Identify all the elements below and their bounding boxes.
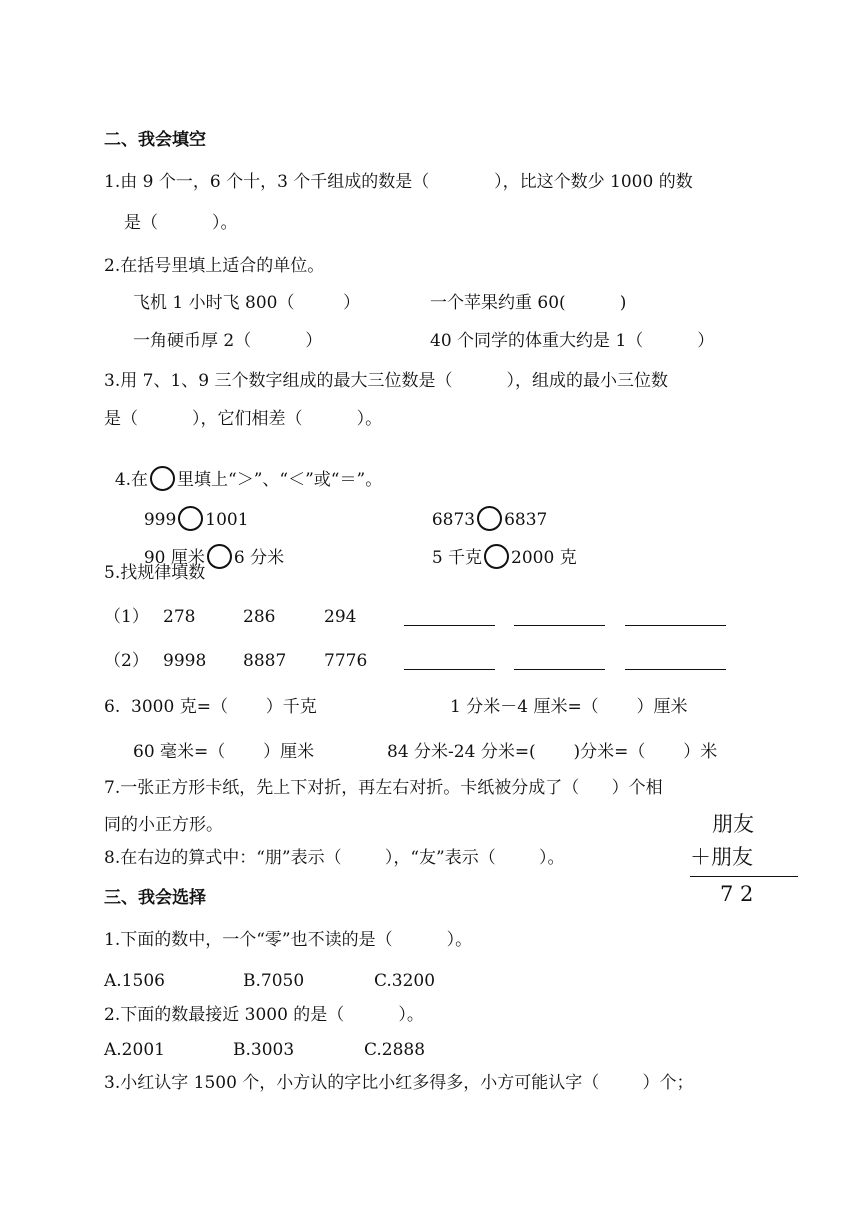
q5-r2-label: （2） (104, 651, 149, 671)
q3-line2: 是（ ），它们相差（ ）。 (104, 409, 383, 429)
section-2-title: 二、我会填空 (104, 130, 206, 150)
q2-stem: 2.在括号里填上适合的单位。 (104, 256, 325, 276)
answer-blank[interactable] (404, 625, 495, 626)
q5-r2-n2: 8887 (243, 651, 287, 671)
answer-blank[interactable] (404, 669, 495, 670)
q5-r1-n2: 286 (243, 607, 276, 627)
s3-q2-opt-c: C.2888 (364, 1040, 426, 1060)
q8-addend-top: 朋友 (712, 812, 754, 836)
q2-item-c: 一角硬币厚 2（ ） (133, 331, 323, 351)
circle-icon (484, 544, 509, 569)
answer-blank[interactable] (625, 669, 726, 670)
q8-sum-line (690, 876, 798, 877)
q5-r1-n1: 278 (163, 607, 196, 627)
q6-item-c: 60 毫米=（ ）厘米 (133, 742, 315, 762)
q4-b-left: 6873 (431, 510, 476, 530)
q6-item-b: 1 分米－4 厘米=（ ）厘米 (450, 697, 688, 717)
q8-result: 7 2 (720, 882, 754, 906)
section-3-title: 三、我会选择 (104, 888, 206, 908)
s3-q2-stem: 2.下面的数最接近 3000 的是（ ）。 (104, 1005, 424, 1025)
s3-q1-stem: 1.下面的数中，一个“零”也不读的是（ ）。 (104, 930, 473, 950)
q5-r1-n3: 294 (324, 607, 357, 627)
q4-a-right: 1001 (205, 510, 249, 530)
q4-a-left: 999 (143, 510, 177, 530)
q8-addend-bottom: ＋朋友 (690, 845, 753, 869)
q5-r1-label: （1） (104, 607, 149, 627)
q8-text: 8.在右边的算式中：“朋”表示（ ），“友”表示（ ）。 (104, 848, 565, 868)
q4-b-right: 6837 (504, 510, 548, 530)
q4-stem-post: 里填上“＞”、“＜”或“＝”。 (177, 470, 383, 490)
q6-item-d: 84 分米-24 分米=( )分米=（ ）米 (387, 742, 718, 762)
q5-r2-n1: 9998 (163, 651, 207, 671)
q4-c-right: 6 分米 (233, 548, 285, 568)
answer-blank[interactable] (514, 625, 605, 626)
q7-line1: 7.一张正方形卡纸，先上下对折，再左右对折。卡纸被分成了（ ）个相 (104, 778, 663, 798)
q4-stem-pre: 4.在 (114, 470, 149, 490)
q3-line1: 3.用 7、1、9 三个数字组成的最大三位数是（ ），组成的最小三位数 (104, 371, 669, 391)
answer-blank[interactable] (514, 669, 605, 670)
answer-blank[interactable] (625, 625, 726, 626)
q7-line2: 同的小正方形。 (104, 815, 223, 835)
s3-q1-opt-c: C.3200 (374, 971, 436, 991)
s3-q2-opt-b: B.3003 (233, 1040, 295, 1060)
q6-item-a: 6. 3000 克=（ ）千克 (104, 697, 317, 717)
q1-line1: 1.由 9 个一，6 个十，3 个千组成的数是（ ），比这个数少 1000 的数 (104, 172, 693, 192)
q5-r2-n3: 7776 (324, 651, 368, 671)
q1-line2: 是（ ）。 (124, 213, 238, 233)
s3-q1-opt-a: A.1506 (104, 971, 165, 991)
s3-q2-opt-a: A.2001 (104, 1040, 165, 1060)
q4-d-right: 2000 克 (511, 548, 577, 568)
s3-q1-opt-b: B.7050 (243, 971, 305, 991)
q2-item-a: 飞机 1 小时飞 800（ ） (133, 293, 361, 313)
circle-icon (207, 544, 232, 569)
q4-compare-d (421, 522, 577, 569)
s3-q3-stem: 3.小红认字 1500 个，小方认的字比小红多得多，小方可能认字（ ）个； (104, 1073, 694, 1093)
q4-d-left: 5 千克 (431, 548, 483, 568)
q2-item-b: 一个苹果约重 60( ) (430, 293, 627, 313)
q4-c-left: 90 厘米 (143, 548, 205, 568)
q2-item-d: 40 个同学的体重大约是 1（ ） (430, 331, 715, 351)
q5-stem: 5.找规律填数 (104, 563, 206, 583)
